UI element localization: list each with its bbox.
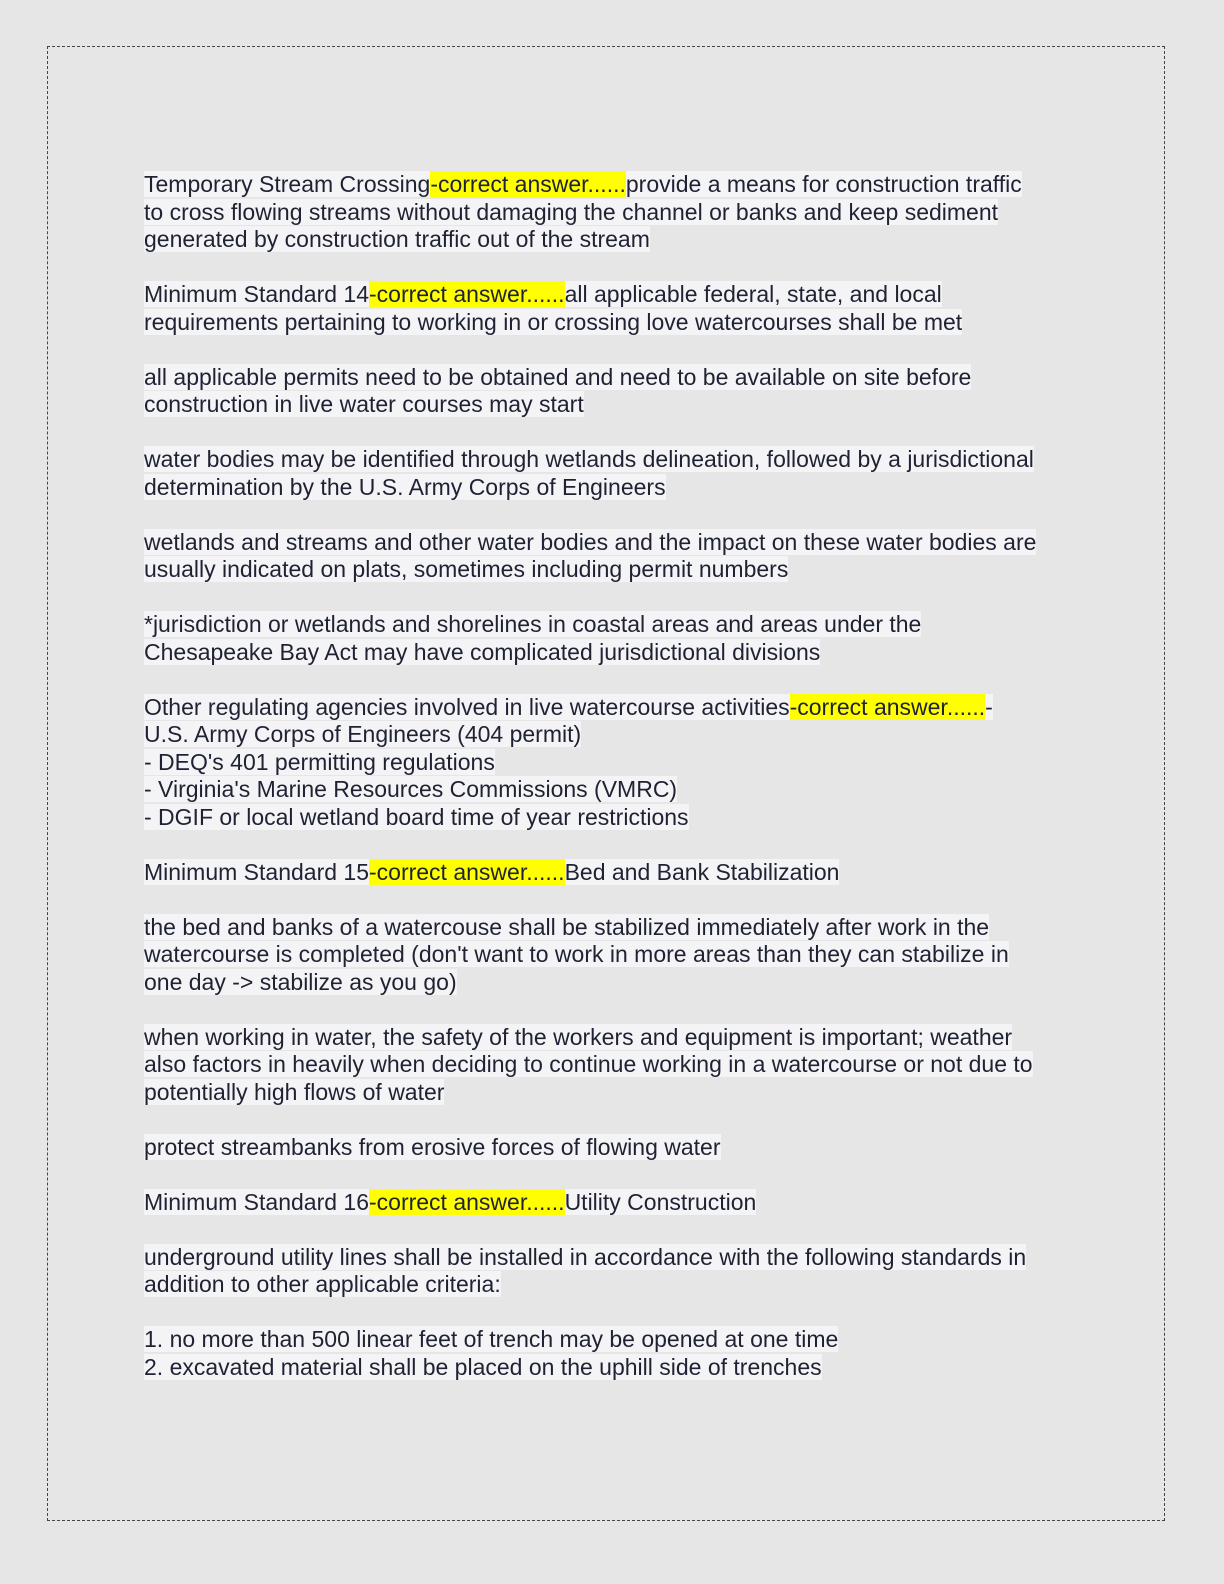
text-segment: - DEQ's 401 permitting regulations — [144, 748, 495, 775]
text-segment: Minimum Standard 14 — [144, 281, 369, 307]
text-line — [144, 941, 1084, 969]
text-segment: all applicable permits need to be obtained and need to be available on site before — [144, 363, 972, 390]
text-line — [144, 446, 1084, 474]
text-line — [144, 1051, 1084, 1079]
text-segment: when working in water, the safety of the workers and equipment is important; weather — [144, 1023, 1013, 1050]
text-line — [144, 694, 1084, 722]
text-segment: also factors in heavily when deciding to continue working in a watercourse or not due to — [144, 1051, 1033, 1077]
document-body — [144, 171, 1084, 1409]
text-line — [144, 556, 1084, 584]
text-segment: determination by the U.S. Army Corps of Engineers — [144, 473, 666, 500]
text-segment: underground utility lines shall be installed in accordance with the following standards in — [144, 1243, 1027, 1270]
paragraph — [144, 1134, 1084, 1162]
text-segment: the bed and banks of a watercouse shall be stabilized immediately after work in the — [144, 913, 990, 940]
text-line — [144, 721, 1084, 749]
text-segment: construction in live water courses may start — [144, 391, 584, 417]
paragraph — [144, 364, 1084, 419]
text-segment: - — [985, 693, 993, 720]
text-line — [144, 199, 1084, 227]
text-segment: Bed and Bank Stabilization — [564, 858, 840, 885]
text-line — [144, 281, 1084, 309]
paragraph — [144, 446, 1084, 501]
paragraph — [144, 171, 1084, 254]
text-segment: 2. excavated material shall be placed on the uphill side of trenches — [144, 1353, 822, 1380]
text-line — [144, 309, 1084, 337]
text-segment: provide a means for construction traffic — [625, 171, 1022, 197]
text-line — [144, 776, 1084, 804]
text-line — [144, 639, 1084, 667]
text-segment: - DGIF or local wetland board time of year restrictions — [144, 803, 689, 830]
text-segment: Utility Construction — [564, 1188, 757, 1215]
paragraph — [144, 611, 1084, 666]
text-line — [144, 804, 1084, 832]
answer-marker-highlight: -correct answer...... — [430, 171, 626, 197]
text-line — [144, 226, 1084, 254]
text-line — [144, 859, 1084, 887]
paragraph — [144, 914, 1084, 997]
paragraph — [144, 1189, 1084, 1217]
text-segment: water bodies may be identified through wetlands delineation, followed by a jurisdictional — [144, 446, 1034, 472]
text-line — [144, 474, 1084, 502]
text-segment: to cross flowing streams without damaging the channel or banks and keep sediment — [144, 198, 999, 225]
answer-marker-highlight: -correct answer...... — [369, 1188, 565, 1215]
text-segment: Other regulating agencies involved in live watercourse activities — [144, 693, 790, 720]
paragraph — [144, 1024, 1084, 1107]
text-segment: usually indicated on plats, sometimes including permit numbers — [144, 556, 789, 582]
text-segment: Chesapeake Bay Act may have complicated jurisdictional divisions — [144, 638, 821, 665]
text-line — [144, 1134, 1084, 1162]
text-segment: Minimum Standard 15 — [144, 858, 369, 885]
text-line — [144, 529, 1084, 557]
text-segment: watercourse is completed (don't want to work in more areas than they can stabilize in — [144, 941, 1009, 967]
text-line — [144, 171, 1084, 199]
text-line — [144, 391, 1084, 419]
text-line — [144, 364, 1084, 392]
text-segment: potentially high flows of water — [144, 1078, 445, 1105]
answer-marker-highlight: -correct answer...... — [789, 693, 986, 720]
paragraph — [144, 694, 1084, 832]
text-segment: addition to other applicable criteria: — [144, 1271, 501, 1297]
text-segment: generated by construction traffic out of the stream — [144, 226, 650, 252]
paragraph — [144, 859, 1084, 887]
paragraph — [144, 1326, 1084, 1381]
text-segment: Minimum Standard 16 — [144, 1188, 369, 1215]
text-segment: Temporary Stream Crossing — [144, 171, 431, 197]
text-line — [144, 969, 1084, 997]
text-segment: one day -> stabilize as you go) — [144, 968, 457, 995]
text-segment: requirements pertaining to working in or crossing love watercourses shall be met — [144, 308, 963, 335]
paragraph — [144, 281, 1084, 336]
text-line — [144, 1354, 1084, 1382]
text-segment: - Virginia's Marine Resources Commissions (VMRC) — [144, 776, 678, 802]
paragraph — [144, 1244, 1084, 1299]
text-segment: protect streambanks from erosive forces of flowing water — [144, 1133, 721, 1160]
text-segment: all applicable federal, state, and local — [564, 281, 942, 307]
text-line — [144, 1326, 1084, 1354]
text-segment: wetlands and streams and other water bodies and the impact on these water bodies are — [144, 528, 1037, 555]
text-line — [144, 914, 1084, 942]
text-line — [144, 1271, 1084, 1299]
text-line — [144, 749, 1084, 777]
text-segment: 1. no more than 500 linear feet of trench may be opened at one time — [144, 1326, 839, 1352]
answer-marker-highlight: -correct answer...... — [369, 858, 565, 885]
text-line — [144, 1024, 1084, 1052]
text-line — [144, 611, 1084, 639]
text-line — [144, 1079, 1084, 1107]
text-line — [144, 1244, 1084, 1272]
text-segment: U.S. Army Corps of Engineers (404 permit) — [144, 721, 582, 747]
text-line — [144, 1189, 1084, 1217]
answer-marker-highlight: -correct answer...... — [369, 281, 565, 307]
document-page — [47, 46, 1165, 1521]
paragraph — [144, 529, 1084, 584]
text-segment: *jurisdiction or wetlands and shorelines in coastal areas and areas under the — [144, 611, 922, 637]
